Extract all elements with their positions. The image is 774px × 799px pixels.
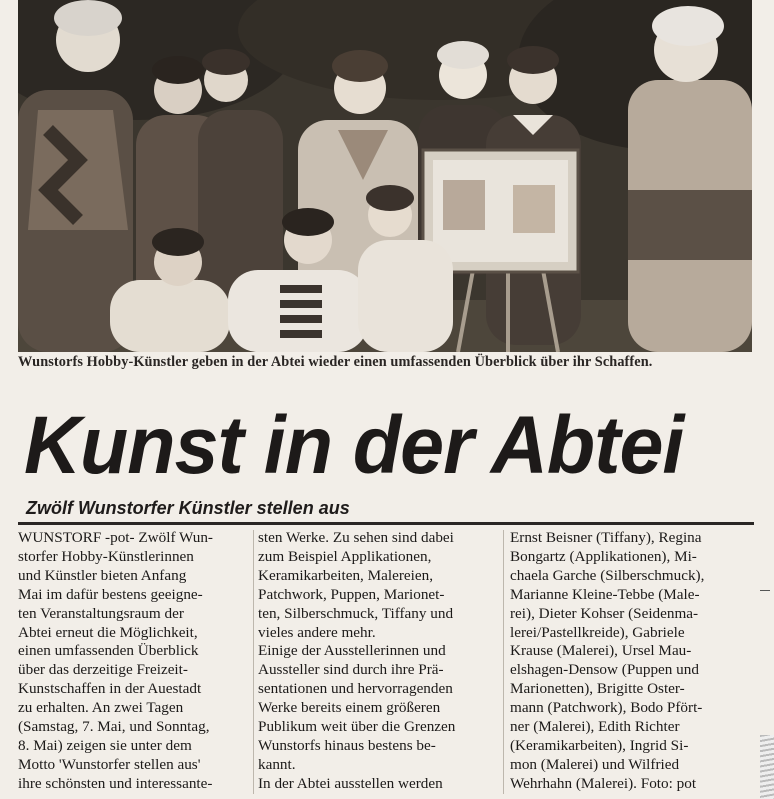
article-line: zum Beispiel Applikationen, <box>258 547 432 565</box>
divider-rule <box>18 522 754 525</box>
article-line: einen umfassenden Überblick <box>18 642 199 660</box>
group-photo <box>18 0 752 352</box>
article-line: (Keramikarbeiten), Ingrid Si- <box>510 736 689 754</box>
headline: Kunst in der Abtei <box>24 399 684 491</box>
article-line: Krause (Malerei), Ursel Mau- <box>510 642 692 660</box>
column-divider <box>253 530 254 794</box>
article-line: storfer Hobby-Künstlerinnen <box>18 547 194 565</box>
article-line: Einige der Ausstellerinnen und <box>258 642 446 660</box>
article-line: Keramikarbeiten, Malereien, <box>258 566 433 584</box>
article-line: WUNSTORF -pot- Zwölf Wun- <box>18 529 213 546</box>
article-line: ner (Malerei), Edith Richter <box>510 718 680 736</box>
article-line: Motto 'Wunstorfer stellen aus' <box>18 755 201 773</box>
framed-picture-right <box>513 185 555 233</box>
article-column-2 <box>258 529 498 794</box>
article-line: zu erhalten. An zwei Tagen <box>18 699 184 717</box>
binding-spiral <box>760 735 774 799</box>
article-line: ihre schönsten und interessante- <box>18 774 213 792</box>
column-divider <box>503 530 504 794</box>
framed-picture-left <box>443 180 485 230</box>
article-line: Marionetten), Brigitte Oster- <box>510 680 685 698</box>
article-line: Werke bereits einem größeren <box>258 699 441 717</box>
article-line: ten Veranstaltungsraum der <box>18 604 184 622</box>
article-line: Patchwork, Puppen, Marionet- <box>258 585 445 603</box>
article-line: mon (Malerei) und Wilfried <box>510 755 680 773</box>
article-line: 8. Mai) zeigen sie unter dem <box>18 736 192 754</box>
article-line: Wehrhahn (Malerei). Foto: pot <box>510 774 697 792</box>
article-line: Ernst Beisner (Tiffany), Regina <box>510 529 702 546</box>
group-photo-illustration <box>18 0 752 352</box>
article-column-3 <box>510 529 752 794</box>
article-line: Wunstorfs hinaus bestens be- <box>258 736 436 754</box>
edge-mark <box>760 590 770 591</box>
article-line: über das derzeitige Freizeit- <box>18 661 188 679</box>
article-line: Publikum weit über die Grenzen <box>258 718 456 736</box>
article-line: sentationen und hervorragenden <box>258 680 453 698</box>
article-line: lerei/Pastellkreide), Gabriele <box>510 623 685 641</box>
article-line: Mai im dafür bestens geeigne- <box>18 585 203 603</box>
article-line: sten Werke. Zu sehen sind dabei <box>258 529 454 546</box>
article-line: (Samstag, 7. Mai, und Sonntag, <box>18 718 210 736</box>
article-line: Aussteller sind durch ihre Prä- <box>258 661 444 679</box>
subheadline: Zwölf Wunstorfer Künstler stellen aus <box>26 498 350 518</box>
article-line: In der Abtei ausstellen werden <box>258 774 443 792</box>
article-line: Marianne Kleine-Tebbe (Male- <box>510 585 700 603</box>
article-line: Kunstschaffen in der Auestadt <box>18 680 202 698</box>
photo-caption: Wunstorfs Hobby-Künstler geben in der Abtei wieder einen umfassenden Überblick über ihr Schaffen. <box>18 354 653 370</box>
article-line: chaela Garche (Silberschmuck), <box>510 566 705 584</box>
article-line: vieles andere mehr. <box>258 623 376 641</box>
article-line: kannt. <box>258 755 296 773</box>
article-line: mann (Patchwork), Bodo Pfört- <box>510 699 703 717</box>
article-line: Abtei erneut die Möglichkeit, <box>18 623 198 641</box>
article-line: und Künstler bieten Anfang <box>18 566 187 584</box>
article-line: Bongartz (Applikationen), Mi- <box>510 547 697 565</box>
article-line: elshagen-Densow (Puppen und <box>510 661 699 679</box>
article-column-1 <box>18 529 250 794</box>
article-line: ten, Silberschmuck, Tiffany und <box>258 604 454 622</box>
article-line: rei), Dieter Kohser (Seidenma- <box>510 604 699 622</box>
